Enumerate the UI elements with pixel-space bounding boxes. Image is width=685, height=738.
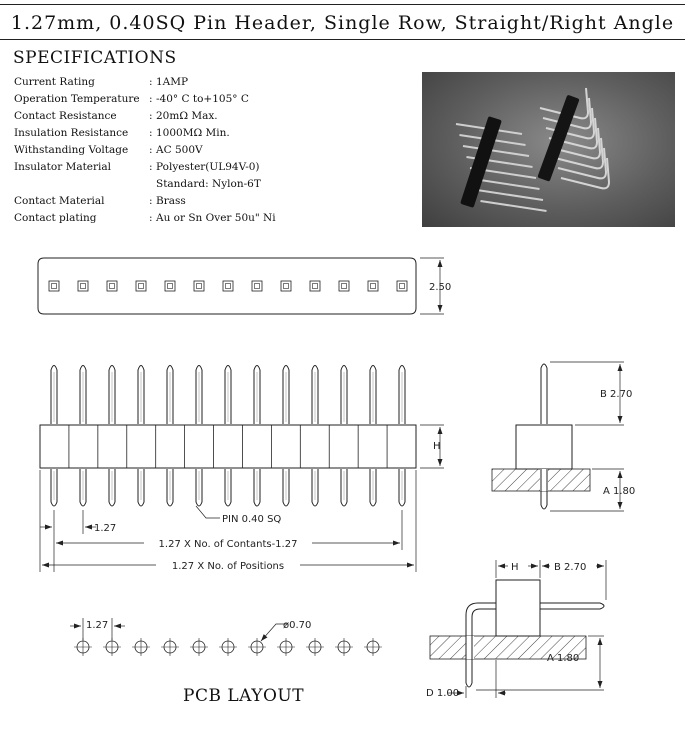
page-title: 1.27mm, 0.40SQ Pin Header, Single Row, Straight/Right Angle xyxy=(10,12,675,34)
spec-label: Contact Material xyxy=(14,195,105,207)
spec-label: Withstanding Voltage xyxy=(14,144,129,156)
dim-pitch: 1.27 xyxy=(94,523,117,534)
pin-square-inner xyxy=(371,284,376,289)
top-view xyxy=(38,258,451,314)
pin-square-inner xyxy=(313,284,318,289)
pin-square-inner xyxy=(342,284,347,289)
spec-row: Current Rating : 1AMP xyxy=(14,74,276,91)
pin-square-outer xyxy=(397,281,407,291)
pin-square-outer xyxy=(281,281,291,291)
spec-row: Withstanding Voltage : AC 500V xyxy=(14,142,276,159)
pcb-holes xyxy=(74,638,382,656)
spec-label: Insulator Material xyxy=(14,161,112,173)
spec-label: Current Rating xyxy=(14,76,95,88)
pin-square-inner xyxy=(52,284,57,289)
spec-row: Contact Resistance : 20mΩ Max. xyxy=(14,108,276,125)
pin-square-outer xyxy=(339,281,349,291)
spec-value: Standard: Nylon-6T xyxy=(156,178,261,190)
side-view-right-angle xyxy=(426,560,606,699)
spec-value: 1AMP xyxy=(156,76,189,88)
pin-size-callout: PIN 0.40 SQ xyxy=(222,514,282,525)
pin-square-outer xyxy=(310,281,320,291)
dim-pcb-pitch: 1.27 xyxy=(86,620,109,631)
dim-positions: 1.27 X No. of Positions xyxy=(171,561,285,572)
front-view-pins xyxy=(51,366,405,507)
dim-side-b: B 2.70 xyxy=(600,389,633,400)
pin-square-inner xyxy=(226,284,231,289)
dim-ra-a: A 1.80 xyxy=(547,653,580,664)
spec-label: Contact plating xyxy=(14,212,97,224)
pin-square-outer xyxy=(165,281,175,291)
pin-square-outer xyxy=(49,281,59,291)
pcb-layout-label: PCB LAYOUT xyxy=(183,686,305,706)
dim-ra-b: B 2.70 xyxy=(554,562,587,573)
pcb-layout xyxy=(70,618,382,656)
spec-row: Insulator Material : Polyester(UL94V-0) xyxy=(14,159,276,176)
pin-square-inner xyxy=(255,284,260,289)
front-view xyxy=(40,366,444,573)
spec-row: Contact Material : Brass xyxy=(14,193,276,210)
dim-ra-d: D 1.00 xyxy=(426,688,460,699)
front-view-housing-dividers xyxy=(69,425,387,468)
dim-pcb-hole: ø0.70 xyxy=(283,620,312,631)
spec-value: AC 500V xyxy=(156,144,203,156)
spec-value: Polyester(UL94V-0) xyxy=(156,161,260,173)
spec-row: Contact plating : Au or Sn Over 50u" Ni xyxy=(14,210,276,227)
pin-square-inner xyxy=(400,284,405,289)
dim-top-height: 2.50 xyxy=(429,282,452,293)
specifications-heading: SPECIFICATIONS xyxy=(13,48,177,68)
spec-value: 20mΩ Max. xyxy=(156,110,218,122)
spec-row: Insulation Resistance : 1000MΩ Min. xyxy=(14,125,276,142)
spec-label: Insulation Resistance xyxy=(14,127,129,139)
spec-label: Operation Temperature xyxy=(14,93,140,105)
spec-label: Contact Resistance xyxy=(14,110,117,122)
pin-square-inner xyxy=(110,284,115,289)
side-view-straight xyxy=(492,362,635,511)
top-view-pin-squares xyxy=(49,281,407,291)
pin-square-outer xyxy=(194,281,204,291)
pin-square-inner xyxy=(81,284,86,289)
pin-square-outer xyxy=(252,281,262,291)
dim-side-a: A 1.80 xyxy=(603,486,636,497)
pin-square-outer xyxy=(223,281,233,291)
spec-value: Brass xyxy=(156,195,186,207)
dim-contacts: 1.27 X No. of Contants-1.27 xyxy=(158,539,298,550)
pin-square-outer xyxy=(136,281,146,291)
dim-ra-h: H xyxy=(511,562,519,573)
spec-value: -40° C to+105° C xyxy=(156,93,249,105)
pin-square-outer xyxy=(78,281,88,291)
spec-value: Au or Sn Over 50u" Ni xyxy=(156,212,276,224)
pin-square-inner xyxy=(284,284,289,289)
pin-square-inner xyxy=(168,284,173,289)
spec-value: 1000MΩ Min. xyxy=(156,127,230,139)
pin-square-outer xyxy=(368,281,378,291)
pin-square-inner xyxy=(139,284,144,289)
dim-front-h: H xyxy=(433,441,441,452)
spec-row: Operation Temperature : -40° C to+105° C xyxy=(14,91,276,108)
pin-square-inner xyxy=(197,284,202,289)
pin-square-outer xyxy=(107,281,117,291)
